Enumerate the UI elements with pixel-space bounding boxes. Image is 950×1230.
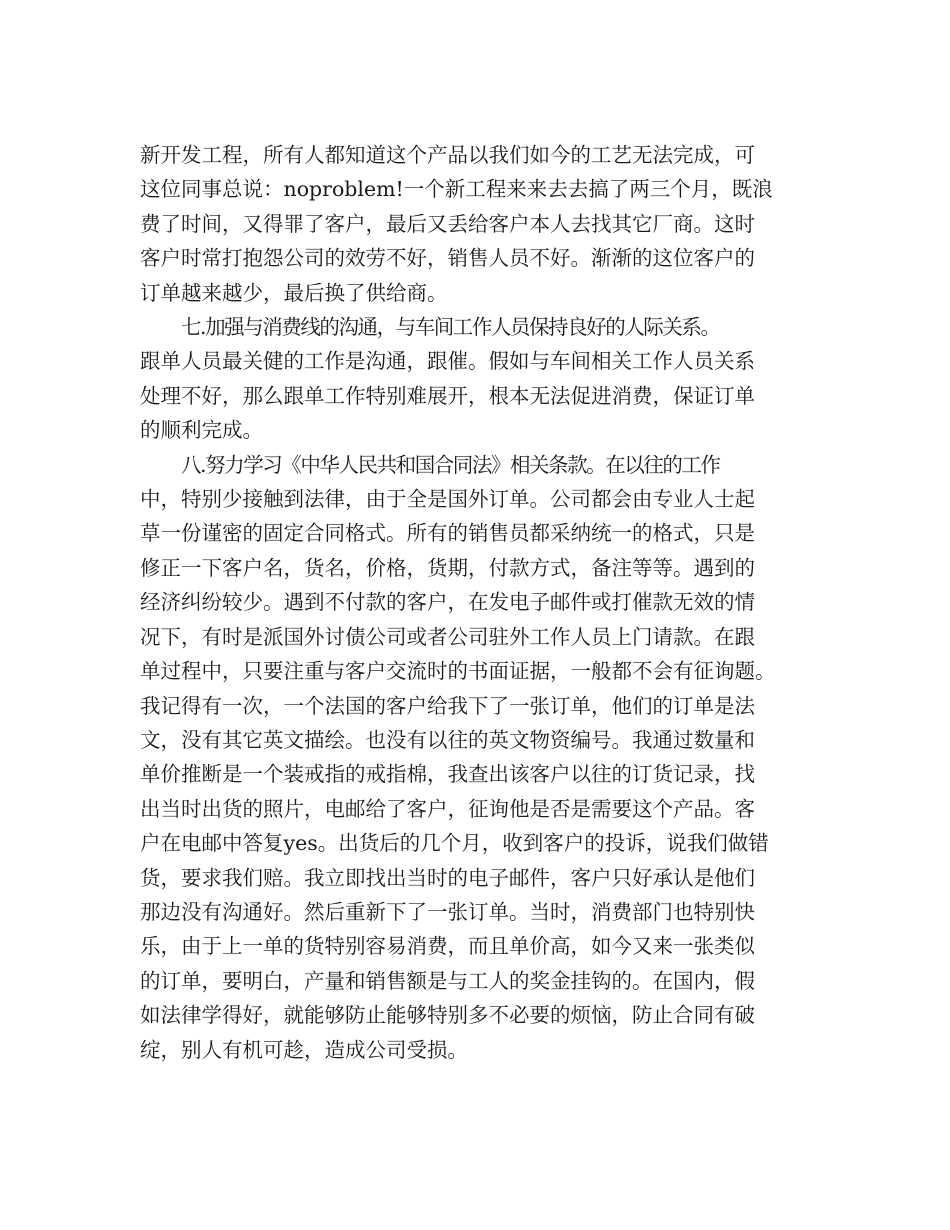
text-line: 货，要求我们赔。我立即找出当时的电子邮件，客户只好承认是他们 [140,865,755,890]
document-page [140,138,830,1067]
text-line: 的订单，要明白，产量和销售额是与工人的奖金挂钩的。在国内，假 [140,968,755,993]
text-line: 费了时间，又得罪了客户，最后又丢给客户本人去找其它厂商。这时 [140,211,755,236]
text-line: 文，没有其它英文描绘。也没有以往的英文物资编号。我通过数量和 [140,727,755,752]
text-line: 户在电邮中答复yes。出货后的几个月，收到客户的投诉，说我们做错 [140,831,769,856]
text-line: 八.努力学习《中华人民共和国合同法》相关条款。在以往的工作 [181,452,720,477]
text-line: 况下，有时是派国外讨债公司或者公司驻外工作人员上门请款。在跟 [140,624,755,649]
text-line: 绽，别人有机可趁，造成公司受损。 [140,1037,468,1062]
paragraph-continued [140,138,830,310]
text-line: 如法律学得好，就能够防止能够特别多不必要的烦恼，防止合同有破 [140,1003,755,1028]
text-line: 中，特别少接触到法律，由于全是国外订单。公司都会由专业人士起 [140,487,755,512]
text-line: 处理不好，那么跟单工作特别难展开，根本无法促进消费，保证订单 [140,383,755,408]
text-line: 我记得有一次，一个法国的客户给我下了一张订单，他们的订单是法 [140,693,755,718]
text-line: 七.加强与消费线的沟通，与车间工作人员保持良好的人际关系。 [181,315,720,340]
text-line: 出当时出货的照片，电邮给了客户，征询他是否是需要这个产品。客 [140,796,755,821]
text-line: 跟单人员最关健的工作是沟通，跟催。假如与车间相关工作人员关系 [140,349,755,374]
text-line: 乐，由于上一单的货特别容易消费，而且单价高，如今又来一张类似 [140,934,755,959]
text-line: 单过程中，只要注重与客户交流时的书面证据，一般都不会有征询题。 [140,659,776,684]
text-line: 新开发工程，所有人都知道这个产品以我们如今的工艺无法完成，可 [140,143,755,167]
text-line: 修正一下客户名，货名，价格，货期，付款方式，备注等等。遇到的 [140,555,755,580]
paragraph-eight [140,448,830,1067]
text-line: 经济纠纷较少。遇到不付款的客户，在发电子邮件或打催款无效的情 [140,590,755,615]
text-line: 订单越来越少，最后换了供给商。 [140,280,448,305]
text-line: 那边没有沟通好。然后重新下了一张订单。当时，消费部门也特别快 [140,899,755,924]
text-line: 的顺利完成。 [140,418,263,443]
paragraph-seven [140,310,830,448]
text-line: 单价推断是一个装戒指的戒指棉，我查出该客户以往的订货记录，找 [140,762,755,787]
text-line: 草一份谨密的固定合同格式。所有的销售员都采纳统一的格式，只是 [140,521,755,546]
text-line: 这位同事总说：noproblem!一个新工程来来去去搞了两三个月，既浪 [140,177,773,202]
text-line: 客户时常打抱怨公司的效劳不好，销售人员不好。渐渐的这位客户的 [140,246,755,271]
